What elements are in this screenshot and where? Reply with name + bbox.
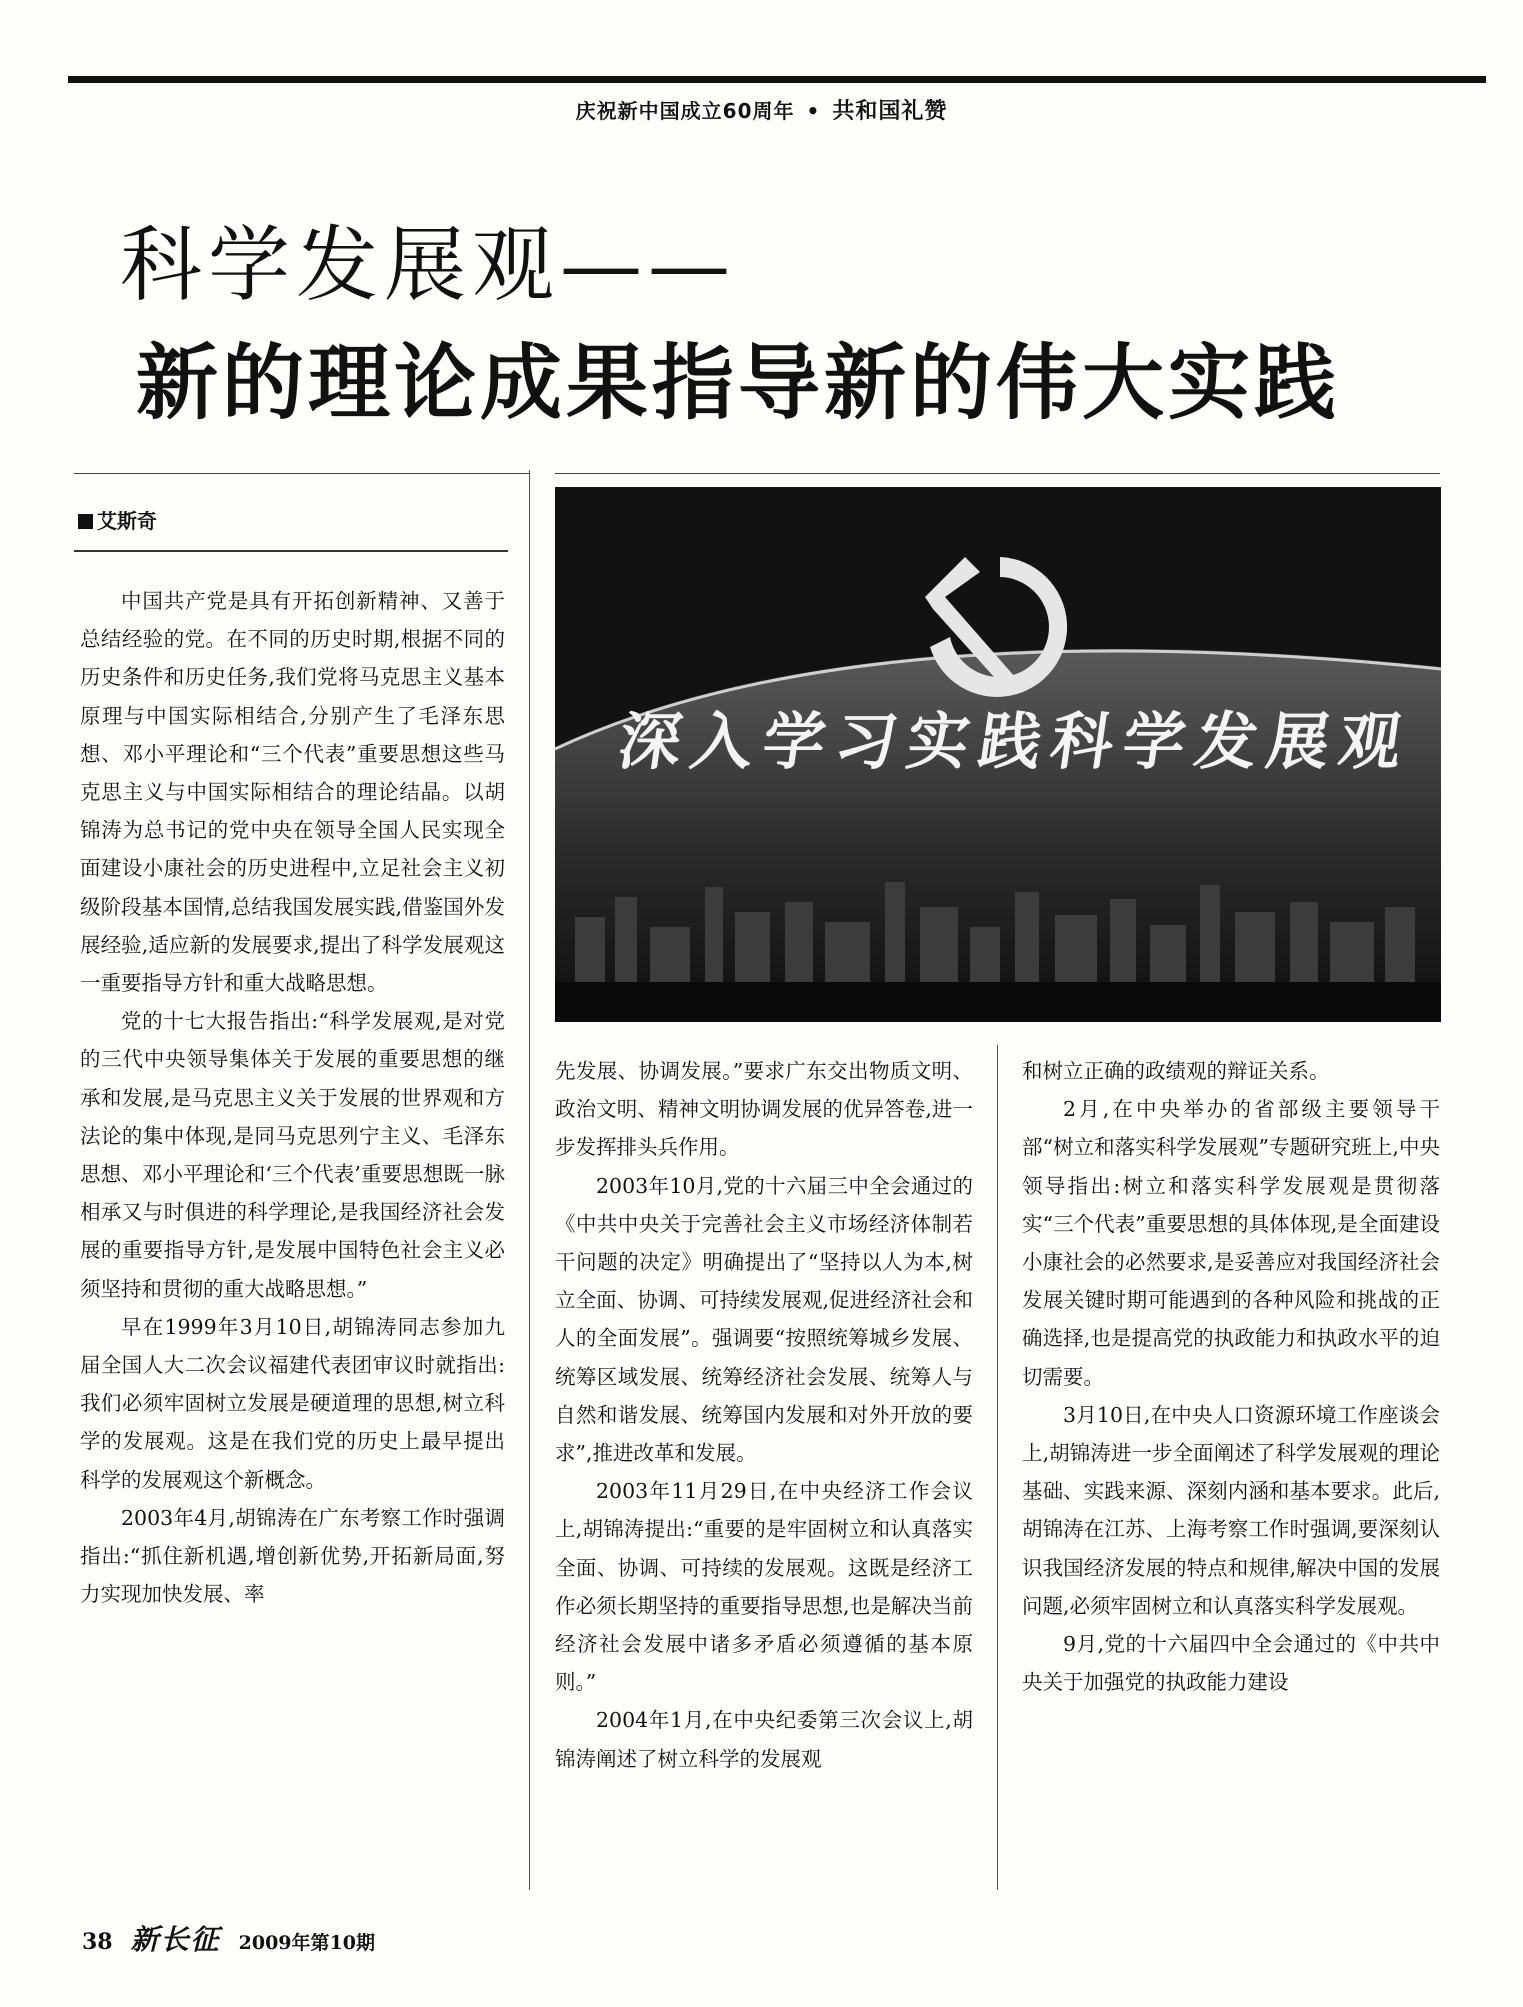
paragraph: 早在1999年3月10日,胡锦涛同志参加九届全国人大二次会议福建代表团审议时就指出:我们必须牢固树立发展是硬道理的思想,树立科学的发展观。这是在我们党的历史上最早提出科学的发展观这个新概念。	[80, 1314, 505, 1492]
byline-square-icon	[78, 514, 93, 529]
article-column-2	[555, 1052, 973, 1778]
title-separator-left	[74, 473, 530, 474]
issue-label: 2009年第10期	[238, 1932, 375, 1954]
paragraph: 2003年11月29日,在中央经济工作会议上,胡锦涛提出:“重要的是牢固树立和认真落实全面、协调、可持续的发展观。这既是经济工作必须长期坚持的重要指导思想,也是解决当前经济社会发展中诸多矛盾必须遵循的基本原则。”	[555, 1479, 973, 1695]
paragraph: 3月10日,在中央人口资源环境工作座谈会上,胡锦涛进一步全面阐述了科学发展观的理论基础、实践来源、深刻内涵和基本要求。此后,胡锦涛在江苏、上海考察工作时强调,要深刻认识我国经济发展的特点和规律,解决中国的发展问题,必须牢固树立和认真落实科学发展观。	[1022, 1402, 1440, 1618]
paragraph: 中国共产党是具有开拓创新精神、又善于总结经验的党。在不同的历史时期,根据不同的历史条件和历史任务,我们党将马克思主义基本原理与中国实际相结合,分别产生了毛泽东思想、邓小平理论和“三个代表”重要思想这些马克思主义与中国实际相结合的理论结晶。以胡锦涛为总书记的党中央在领导全国人民实现全面建设小康社会的历史进程中,立足社会主义初级阶段基本国情,总结我国发展实践,借鉴国外发展经验,适应新的发展要求,提出了科学发展观这一重要指导方针和重大战略思想。	[80, 589, 505, 996]
page-footer	[82, 1918, 375, 1958]
top-rule	[68, 76, 1486, 83]
paragraph: 9月,党的十六届四中全会通过的《中共中央关于加强党的执政能力建设	[1022, 1632, 1440, 1695]
paragraph: 党的十七大报告指出:“科学发展观,是对党的三代中央领导集体关于发展的重要思想的继承和发展,是马克思主义关于发展的世界观和方法论的集中体现,是同马克思列宁主义、毛泽东思想、邓小平理论和‘三个代表’重要思想既一脉相承又与时俱进的科学理论,是我国经济社会发展的重要指导方针,是发展中国特色社会主义必须坚持和贯彻的重大战略思想。”	[80, 1009, 505, 1301]
title-separator-right	[555, 473, 1440, 474]
page-number: 38	[82, 1929, 113, 1955]
article-column-3	[1022, 1052, 1440, 1701]
header-column: 共和国礼赞	[832, 99, 948, 124]
author-name: 艾斯奇	[97, 509, 157, 533]
article-column-1	[80, 582, 505, 1613]
photo-caption: 深入学习实践科学发展观	[614, 705, 1417, 778]
column-divider-left	[529, 470, 530, 1890]
header-series: 庆祝新中国成立60周年	[575, 99, 795, 123]
article-photo	[555, 487, 1441, 1022]
byline	[78, 505, 157, 534]
byline-rule	[74, 550, 508, 552]
title-line-1: 科学发展观——	[120, 218, 737, 313]
paragraph: 2月,在中央举办的省部级主要领导干部“树立和落实科学发展观”专题研究班上,中央领导指出:树立和落实科学发展观是贯彻落实“三个代表”重要思想的具体体现,是全面建设小康社会的必然要求,是妥善应对我国经济社会发展关键时期可能遇到的各种风险和挑战的正确选择,也是提高党的执政能力和执政水平的迫切需要。	[1022, 1097, 1440, 1389]
running-header	[0, 94, 1523, 125]
paragraph: 2004年1月,在中央纪委第三次会议上,胡锦涛阐述了树立科学的发展观	[555, 1708, 973, 1771]
paragraph-continued: 和树立正确的政绩观的辩证关系。	[1022, 1059, 1330, 1083]
paragraph: 2003年4月,胡锦涛在广东考察工作时强调指出:“抓住新机遇,增创新优势,开拓新局面,努力实现加快发展、率	[80, 1505, 505, 1607]
column-divider-right	[997, 1045, 998, 1890]
magazine-logo: 新长征	[130, 1923, 221, 1956]
paragraph-continued: 先发展、协调发展。”要求广东交出物质文明、政治文明、精神文明协调发展的优异答卷,进一步发挥排头兵作用。	[555, 1059, 973, 1160]
paragraph: 2003年10月,党的十六届三中全会通过的《中共中央关于完善社会主义市场经济体制若干问题的决定》明确提出了“坚持以人为本,树立全面、协调、可持续发展观,促进经济社会和人的全面发展”。强调要“按照统筹城乡发展、统筹区域发展、统筹经济社会发展、统筹人与自然和谐发展、统筹国内发展和对外开放的要求”,推进改革和发展。	[555, 1173, 973, 1466]
header-dot: •	[806, 99, 821, 123]
title-line-2: 新的理论成果指导新的伟大实践	[136, 336, 1341, 431]
